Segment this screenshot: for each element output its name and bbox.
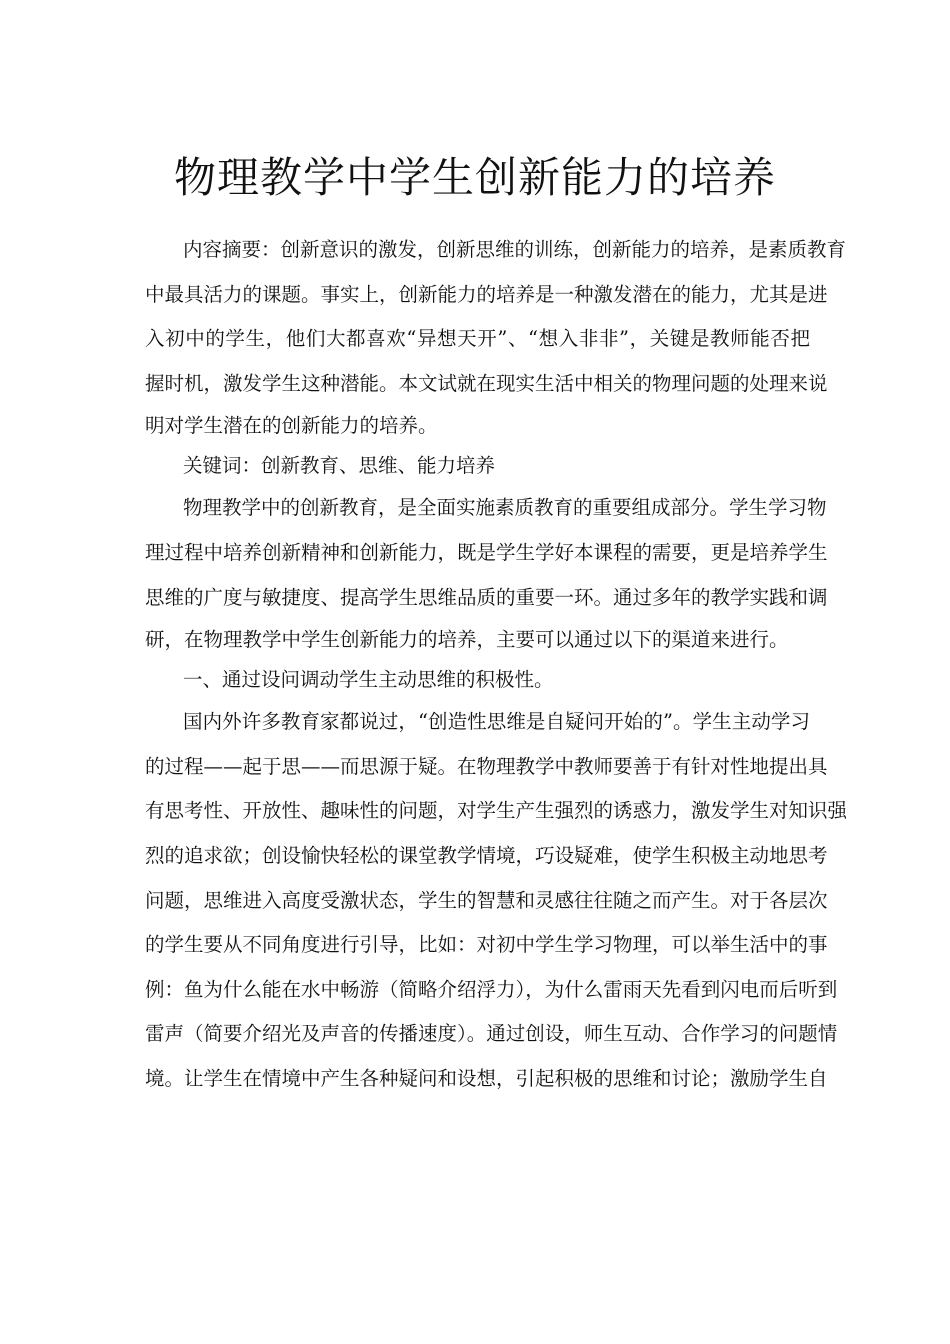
abstract-line-5: 明对学生潜在的创新能力的培养。 (145, 414, 438, 438)
abstract-line-4: 握时机，激发学生这种潜能。本文试就在现实生活中相关的物理问题的处理来说 (145, 371, 828, 395)
section-heading-1: 一、通过设问调动学生主动思维的积极性。 (183, 668, 554, 692)
section-1-line-7: 例：鱼为什么能在水中畅游（简略介绍浮力），为什么雷雨天先看到闪电而后听到 (145, 977, 838, 1001)
section-1-line-9: 境。让学生在情境中产生各种疑问和设想，引起积极的思维和讨论；激励学生自 (145, 1066, 828, 1090)
abstract-line-3: 入初中的学生，他们大都喜欢“异想天开”、“想入非非”，关键是教师能否把 (145, 327, 810, 351)
section-1-line-6: 的学生要从不同角度进行引导，比如：对初中学生学习物理，可以举生活中的事 (145, 933, 828, 957)
section-1-line-2: 的过程——起于思——而思源于疑。在物理教学中教师要善于有针对性地提出具 (145, 754, 828, 778)
abstract-line-1: 内容摘要：创新意识的激发，创新思维的训练，创新能力的培养，是素质教育 (183, 238, 847, 261)
intro-line-3: 思维的广度与敏捷度、提高学生思维品质的重要一环。通过多年的教学实践和调 (145, 585, 828, 609)
abstract-line-2: 中最具活力的课题。事实上，创新能力的培养是一种激发潜在的能力，尤其是进 (145, 282, 828, 306)
section-1-line-3: 有思考性、开放性、趣味性的问题，对学生产生强烈的诱惑力，激发学生对知识强 (145, 799, 848, 823)
document-body (145, 228, 848, 1102)
document-title: 物理教学中学生创新能力的培养 (173, 153, 776, 202)
section-1-line-1: 国内外许多教育家都说过，“创造性思维是自疑问开始的”。学生主动学习 (183, 710, 810, 734)
section-1-line-5: 问题，思维进入高度受激状态，学生的智慧和灵感往往随之而产生。对于各层次 (145, 888, 828, 912)
section-1-line-4: 烈的追求欲；创设愉快轻松的课堂教学情境，巧设疑难，使学生积极主动地思考 (145, 843, 828, 867)
intro-line-1: 物理教学中的创新教育，是全面实施素质教育的重要组成部分。学生学习物 (183, 496, 827, 520)
intro-line-2: 理过程中培养创新精神和创新能力，既是学生学好本课程的需要，更是培养学生 (145, 540, 828, 564)
section-1-line-8: 雷声（简要介绍光及声音的传播速度）。通过创设，师生互动、合作学习的问题情 (145, 1022, 838, 1046)
keywords-line: 关键词：创新教育、思维、能力培养 (183, 454, 496, 478)
intro-line-4: 研，在物理教学中学生创新能力的培养，主要可以通过以下的渠道来进行。 (145, 628, 789, 652)
